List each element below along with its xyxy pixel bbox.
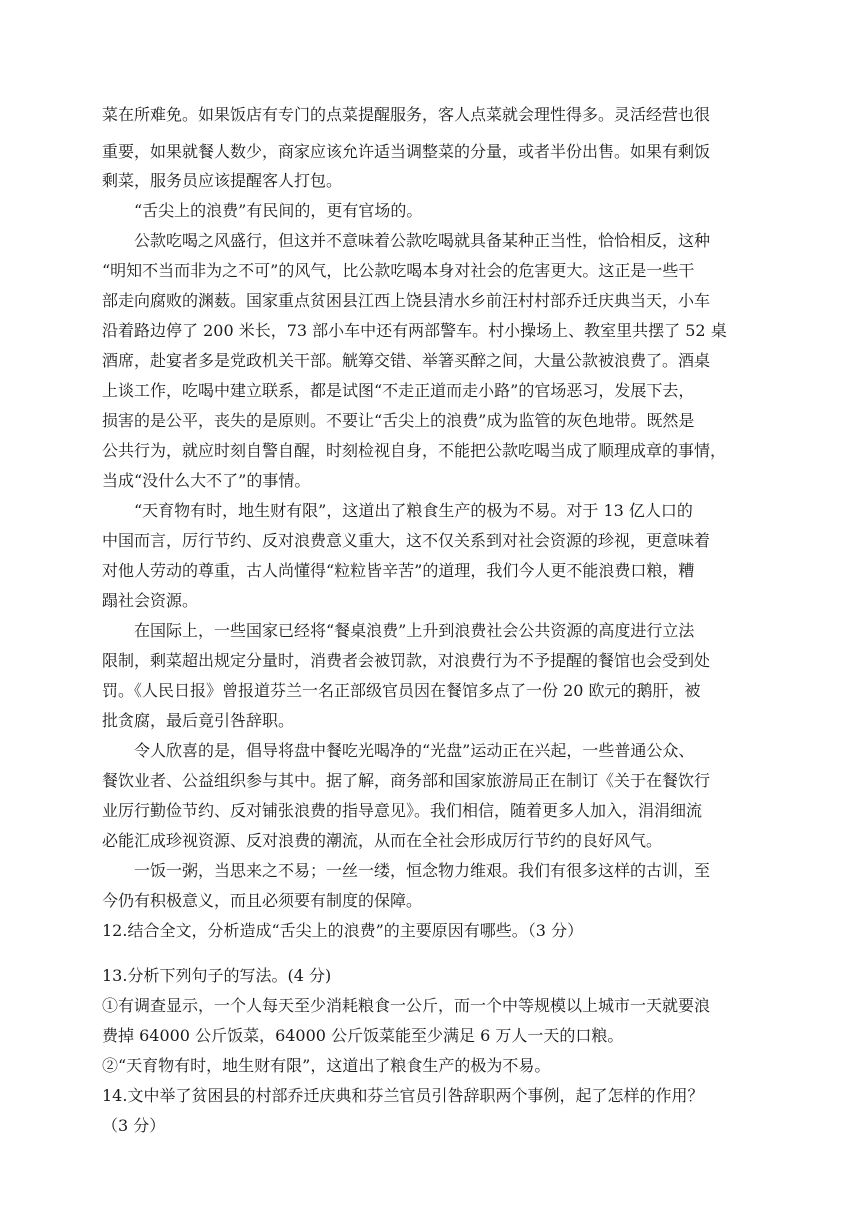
text-line: 蹋社会资源。 xyxy=(102,591,199,610)
text-line: 14.文中举了贫困县的村部乔迁庆典和芬兰官员引咎辞职两个事例，起了怎样的作用？ xyxy=(102,1086,704,1105)
text-line: 菜在所难免。如果饭店有专门的点菜提醒服务，客人点菜就会理性得多。灵活经营也很 xyxy=(102,105,711,124)
text-line: 公共行为，就应时刻自警自醒，时刻检视自身，不能把公款吃喝当成了顺理成章的事情， xyxy=(102,441,727,460)
text-line: “舌尖上的浪费”有民间的，更有官场的。 xyxy=(134,201,423,220)
text-line: 沿着路边停了 200 米长，73 部小车中还有两部警车。村小操场上、教室里共摆了 52 桌 xyxy=(102,321,727,340)
text-line: 罚。《人民日报》曾报道芬兰一名正部级官员因在餐馆多点了一份 20 欧元的鹅肝，被 xyxy=(102,681,701,700)
text-line: 当成“没什么大不了”的事情。 xyxy=(102,471,311,490)
text-line: 中国而言，厉行节约、反对浪费意义重大，这不仅关系到对社会资源的珍视，更意味着 xyxy=(102,531,711,550)
text-line: 12.结合全文，分析造成“舌尖上的浪费”的主要原因有哪些。（3 分） xyxy=(102,921,584,940)
text-line: ①有调查显示，一个人每天至少消耗粮食一公斤，而一个中等规模以上城市一天就要浪 xyxy=(102,996,711,1015)
text-line: 批贪腐，最后竟引咎辞职。 xyxy=(102,711,295,730)
text-line: 酒席，赴宴者多是党政机关干部。觥筹交错、举箸买醉之间，大量公款被浪费了。酒桌 xyxy=(102,351,711,370)
text-line: 损害的是公平，丧失的是原则。不要让“舌尖上的浪费”成为监管的灰色地带。既然是 xyxy=(102,411,695,430)
text-line: （3 分） xyxy=(102,1116,166,1135)
text-line: 今仍有积极意义，而且必须要有制度的保障。 xyxy=(102,891,423,910)
text-line: 餐饮业者、公益组织参与其中。据了解，商务部和国家旅游局正在制订《关于在餐饮行 xyxy=(102,771,711,790)
text-line: 在国际上，一些国家已经将“餐桌浪费”上升到浪费社会公共资源的高度进行立法 xyxy=(134,621,695,640)
text-line: 限制，剩菜超出规定分量时，消费者会被罚款，对浪费行为不予提醒的餐馆也会受到处 xyxy=(102,651,711,670)
text-line: “天育物有时，地生财有限”，这道出了粮食生产的极为不易。对于 13 亿人口的 xyxy=(134,501,693,520)
text-line: 公款吃喝之风盛行，但这并不意味着公款吃喝就具备某种正当性，恰恰相反，这种 xyxy=(134,231,711,250)
text-line: 13.分析下列句子的写法。(4 分) xyxy=(102,966,332,985)
text-line: 剩菜，服务员应该提醒客人打包。 xyxy=(102,171,343,190)
text-line: 费掉 64000 公斤饭菜，64000 公斤饭菜能至少满足 6 万人一天的口粮。 xyxy=(102,1026,624,1045)
text-line: 上谈工作，吃喝中建立联系，都是试图“不走正道而走小路”的官场恶习，发展下去， xyxy=(102,381,695,400)
text-line: “明知不当而非为之不可”的风气，比公款吃喝本身对社会的危害更大。这正是一些干 xyxy=(102,261,695,280)
text-line: 业厉行勤俭节约、反对铺张浪费的指导意见》。我们相信，随着更多人加入，涓涓细流 xyxy=(102,801,703,820)
text-line: 必能汇成珍视资源、反对浪费的潮流，从而在全社会形成厉行节约的良好风气。 xyxy=(102,831,663,850)
text-line: 令人欣喜的是，倡导将盘中餐吃光喝净的“光盘”运动正在兴起，一些普通公众、 xyxy=(134,741,695,760)
text-line: ②“天育物有时，地生财有限”，这道出了粮食生产的极为不易。 xyxy=(102,1056,551,1075)
text-line: 重要，如果就餐人数少，商家应该允许适当调整菜的分量，或者半份出售。如果有剩饭 xyxy=(102,142,711,161)
text-line: 一饭一粥，当思来之不易；一丝一缕，恒念物力维艰。我们有很多这样的古训，至 xyxy=(134,861,711,880)
text-line: 部走向腐败的渊薮。国家重点贫困县江西上饶县清水乡前汪村村部乔迁庆典当天，小车 xyxy=(102,291,711,310)
text-line: 对他人劳动的尊重，古人尚懂得“粒粒皆辛苦”的道理，我们今人更不能浪费口粮，糟 xyxy=(102,561,695,580)
